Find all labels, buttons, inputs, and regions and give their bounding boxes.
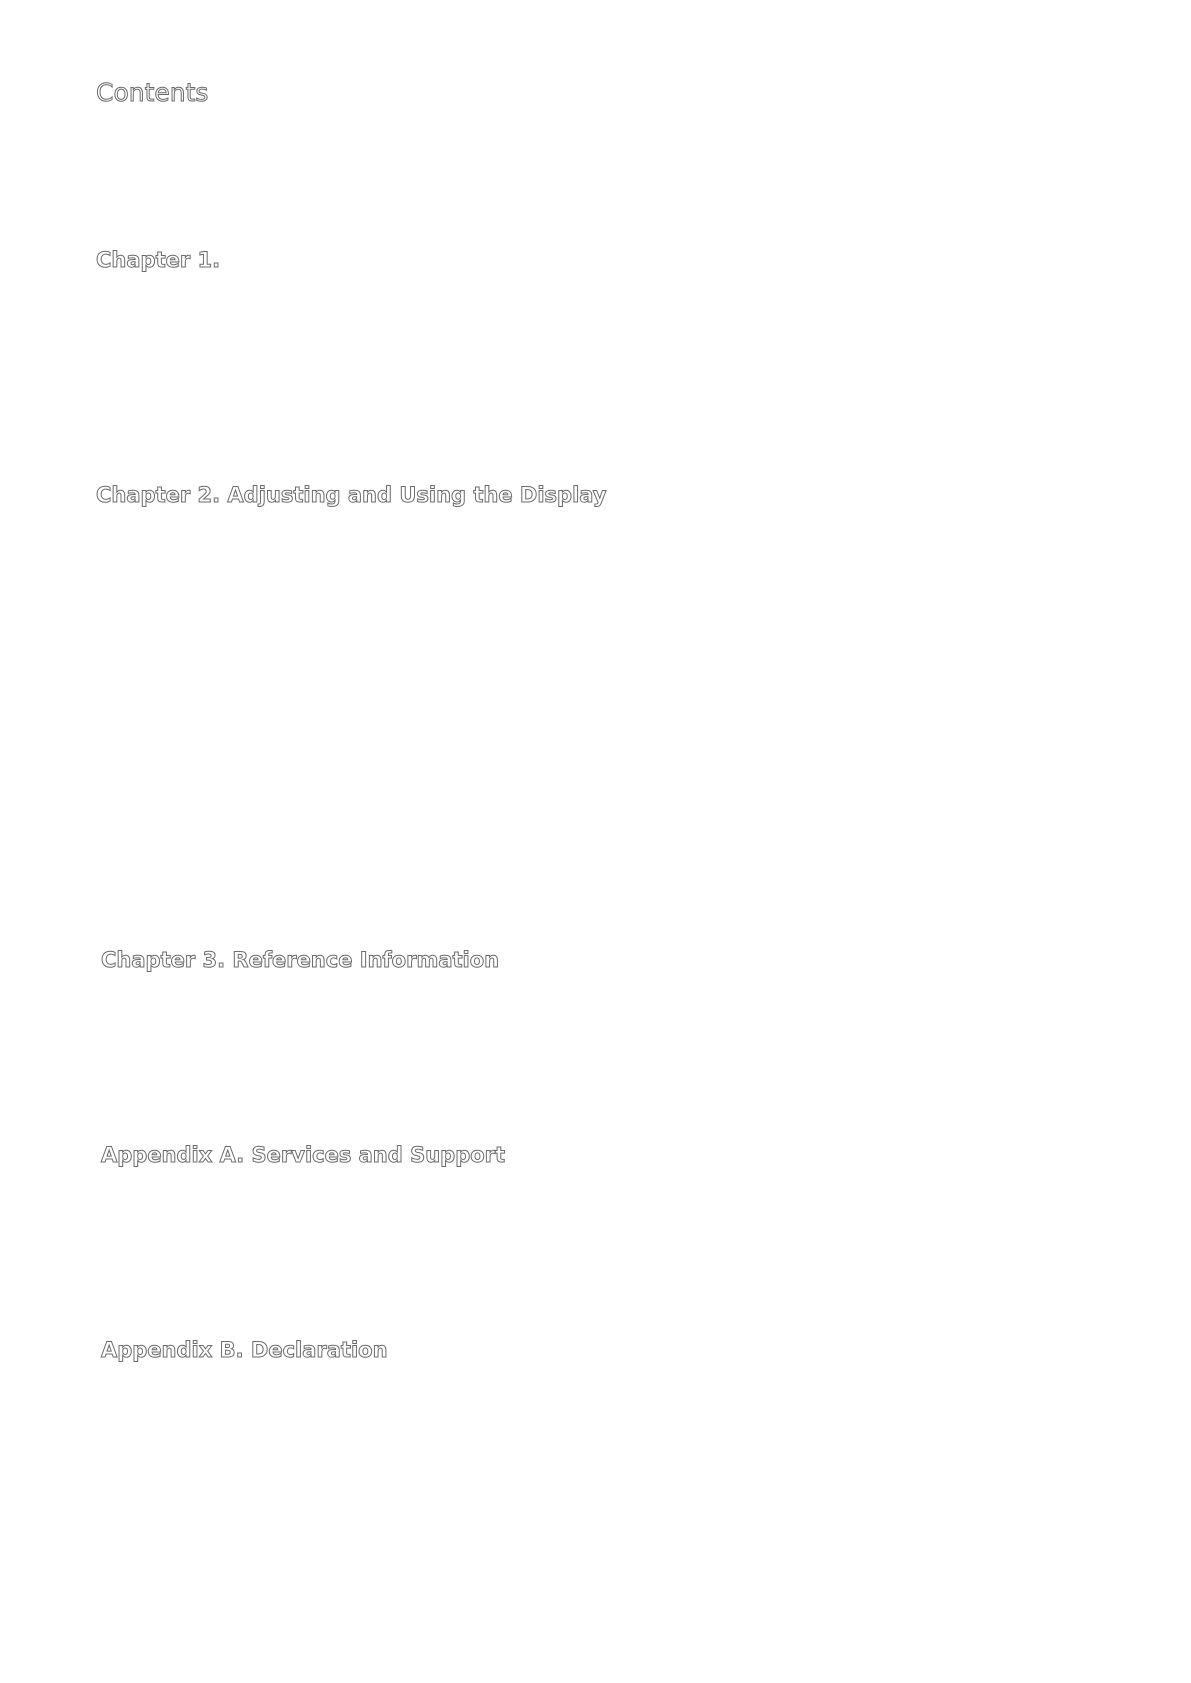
chapter-3-heading: Chapter 3. Reference Information: [101, 948, 500, 972]
chapter-1-heading: Chapter 1.: [96, 248, 221, 272]
page-title: Contents: [96, 78, 209, 107]
appendix-b-heading: Appendix B. Declaration: [101, 1338, 388, 1362]
appendix-a-heading: Appendix A. Services and Support: [101, 1143, 506, 1167]
chapter-2-heading: Chapter 2. Adjusting and Using the Display: [96, 483, 607, 507]
